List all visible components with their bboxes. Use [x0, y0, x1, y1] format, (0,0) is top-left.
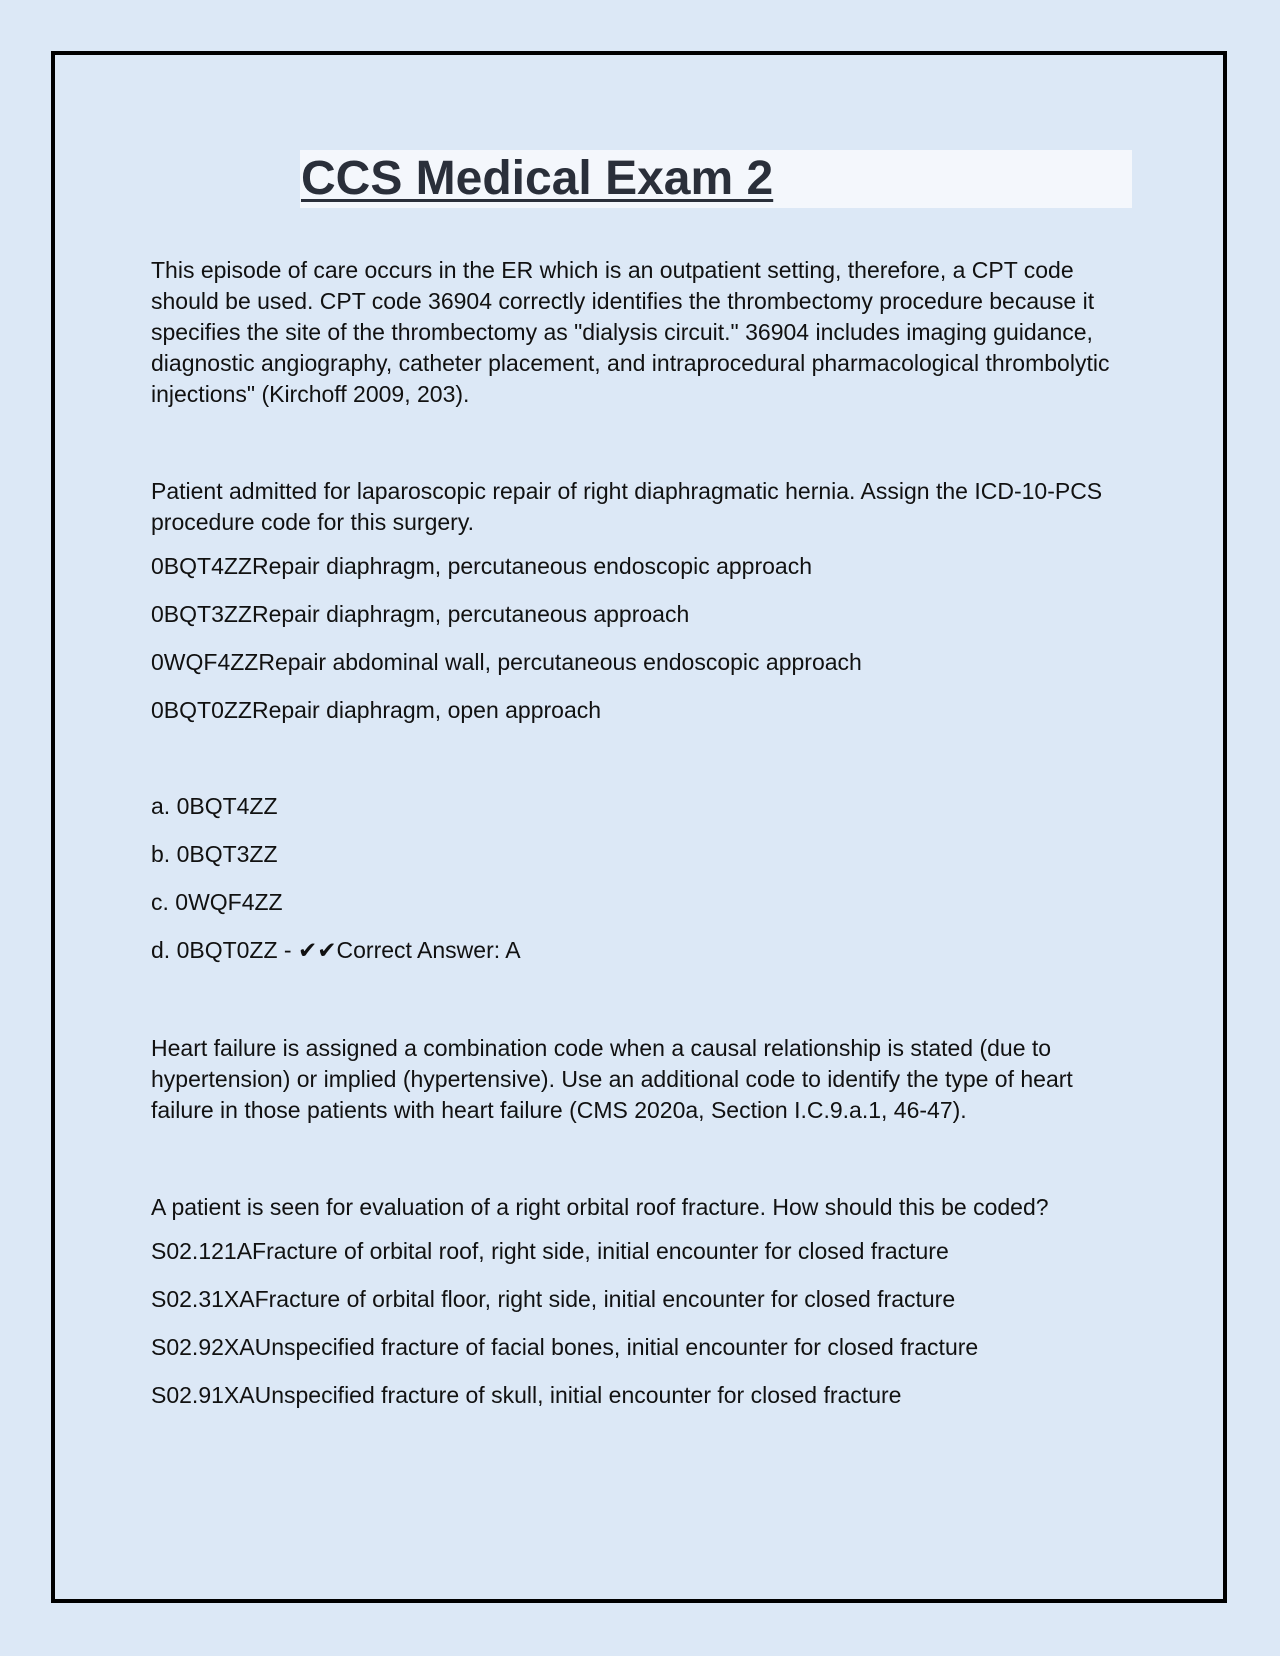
answer-choice: c. 0WQF4ZZ: [151, 889, 283, 915]
explanation-paragraph-2: Heart failure is assigned a combination code when a causal relationship is stated (due to hypertension) or implied (hypertensive). Use an additional code to identify the type of heart failure in those patients with heart failure (CMS 2020a, Section I.C.9.a.1, 46-47).: [151, 1035, 1073, 1123]
explanation-paragraph-1: This episode of care occurs in the ER which is an outpatient setting, therefore, a CPT code should be used. CPT code 36904 correctly identifies the thrombectomy procedure because it specifies the site of the thrombectomy as "dialysis circuit." 36904 includes imaging guidance, diagnostic angiography, catheter placement, and intraprocedural pharmacological thrombolytic injections" (Kirchoff 2009, 203).: [151, 257, 1110, 407]
answer-choice-with-correct-answer: [151, 935, 1136, 967]
check-marks-icon: ✔✔: [297, 938, 337, 964]
question-2-options: [151, 1236, 1136, 1411]
correct-answer-label: Correct Answer: A: [336, 937, 521, 963]
question-2-text: A patient is seen for evaluation of a right orbital roof fracture. How should this be coded?: [151, 1194, 1049, 1220]
option-item: 0BQT3ZZRepair diaphragm, percutaneous approach: [151, 601, 690, 627]
answer-choice: a. 0BQT4ZZ: [151, 793, 278, 819]
option-item: 0BQT4ZZRepair diaphragm, percutaneous endoscopic approach: [151, 553, 812, 579]
page-title: CCS Medical Exam 2: [301, 152, 774, 205]
option-item: S02.92XAUnspecified fracture of facial bones, initial encounter for closed fracture: [151, 1334, 979, 1360]
question-1-text: Patient admitted for laparoscopic repair of right diaphragmatic hernia. Assign the ICD-10-PCS procedure code for this surgery.: [151, 478, 1103, 535]
question-1-answers: [151, 791, 1136, 967]
option-item: 0WQF4ZZRepair abdominal wall, percutaneous endoscopic approach: [151, 649, 862, 675]
question-1-options: [151, 551, 1136, 726]
document-body: [151, 255, 1136, 1428]
answer-choice-d: d. 0BQT0ZZ -: [151, 937, 298, 963]
option-item: 0BQT0ZZRepair diaphragm, open approach: [151, 697, 602, 723]
option-item: S02.91XAUnspecified fracture of skull, initial encounter for closed fracture: [151, 1382, 902, 1408]
option-item: S02.31XAFracture of orbital floor, right side, initial encounter for closed fracture: [151, 1286, 956, 1312]
option-item: S02.121AFracture of orbital roof, right side, initial encounter for closed fracture: [151, 1238, 949, 1264]
answer-choice: b. 0BQT3ZZ: [151, 841, 278, 867]
